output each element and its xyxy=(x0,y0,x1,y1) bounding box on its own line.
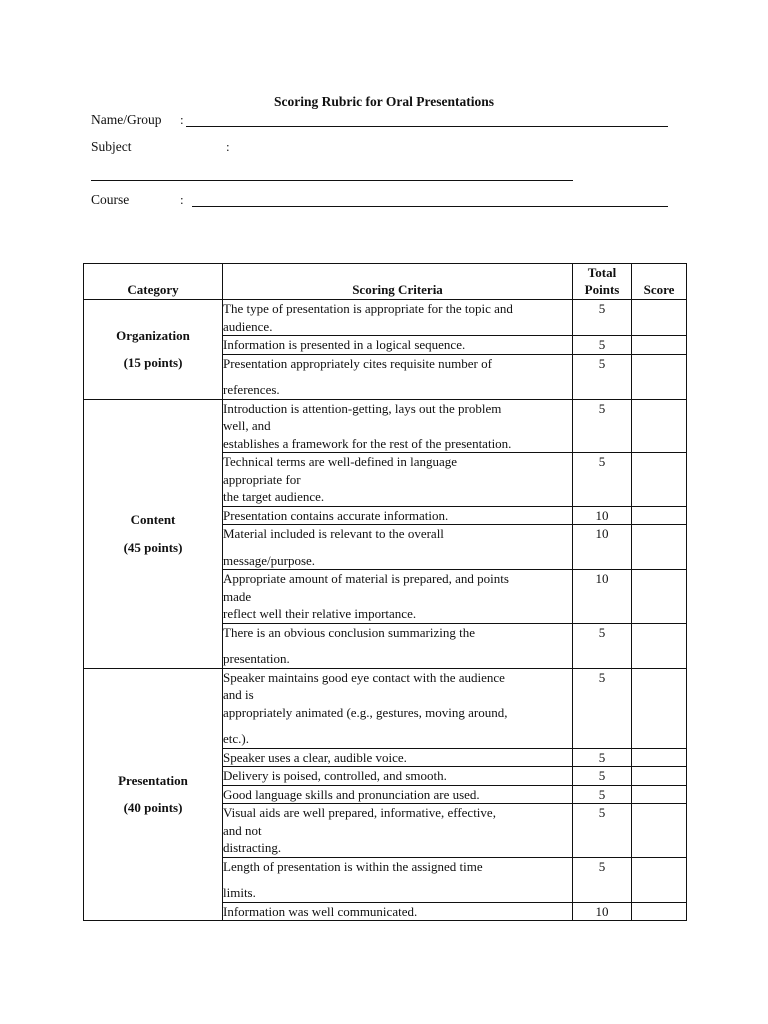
points-cell: 5 xyxy=(573,785,632,804)
points-cell: 5 xyxy=(573,354,632,399)
category-cell xyxy=(84,300,223,400)
criteria-text: Speaker uses a clear, audible voice. xyxy=(223,749,407,765)
category-points: (40 points) xyxy=(123,800,183,816)
criteria-cell xyxy=(223,399,573,453)
points-cell: 5 xyxy=(573,748,632,767)
category-cell xyxy=(84,668,223,921)
criteria-text: Technical terms are well-defined in language xyxy=(223,454,458,469)
header-category: Category xyxy=(84,264,223,300)
line-spacer xyxy=(223,372,572,381)
page-title: Scoring Rubric for Oral Presentations xyxy=(274,94,494,109)
criteria-text: Delivery is poised, controlled, and smooth. xyxy=(223,768,447,783)
line-spacer xyxy=(223,721,572,730)
criteria-text: Information was well communicated. xyxy=(223,903,418,919)
criteria-text: establishes a framework for the rest of the presentation. xyxy=(223,435,512,451)
criteria-text: Information is presented in a logical sequence. xyxy=(223,337,466,352)
table-row xyxy=(84,300,687,336)
score-cell[interactable] xyxy=(632,804,687,858)
criteria-cell xyxy=(223,336,573,355)
criteria-text: There is an obvious conclusion summarizing the xyxy=(223,624,476,640)
points-cell: 10 xyxy=(573,506,632,525)
subject-field[interactable] xyxy=(91,180,573,181)
score-cell[interactable] xyxy=(632,453,687,507)
table-row xyxy=(84,399,687,453)
criteria-text: limits. xyxy=(223,885,256,900)
category-points: (15 points) xyxy=(123,355,183,371)
category-points: (45 points) xyxy=(123,539,183,555)
category-name: Content xyxy=(130,512,176,527)
score-cell[interactable] xyxy=(632,785,687,804)
header-points-line1: Total xyxy=(587,265,617,280)
criteria-cell xyxy=(223,354,573,399)
criteria-text: Good language skills and pronunciation are used. xyxy=(223,786,480,802)
criteria-text: well, and xyxy=(223,418,271,433)
header-score: Score xyxy=(632,264,687,300)
criteria-text: presentation. xyxy=(223,651,290,666)
criteria-text: Length of presentation is within the assigned time xyxy=(223,858,483,874)
header-criteria: Scoring Criteria xyxy=(223,264,573,300)
points-cell: 5 xyxy=(573,453,632,507)
criteria-cell xyxy=(223,525,573,570)
score-cell[interactable] xyxy=(632,525,687,570)
points-cell: 5 xyxy=(573,300,632,336)
name-group-colon: : xyxy=(180,112,184,127)
subject-label: Subject xyxy=(91,139,132,154)
criteria-text: The type of presentation is appropriate for the topic and xyxy=(223,301,513,316)
score-cell[interactable] xyxy=(632,570,687,624)
points-cell: 5 xyxy=(573,767,632,786)
criteria-cell xyxy=(223,570,573,624)
score-cell[interactable] xyxy=(632,300,687,336)
criteria-text: Visual aids are well prepared, informative, effective, xyxy=(223,805,496,820)
criteria-cell xyxy=(223,857,573,902)
rubric-table xyxy=(83,263,687,921)
criteria-cell xyxy=(223,623,573,668)
criteria-text: appropriately animated (e.g., gestures, moving around, xyxy=(223,704,508,720)
points-cell: 10 xyxy=(573,902,632,921)
rubric-body xyxy=(84,300,687,921)
points-cell: 5 xyxy=(573,668,632,748)
line-spacer xyxy=(223,543,572,552)
score-cell[interactable] xyxy=(632,623,687,668)
score-cell[interactable] xyxy=(632,336,687,355)
criteria-text: Presentation appropriately cites requisite number of xyxy=(223,355,492,371)
criteria-cell xyxy=(223,453,573,507)
points-cell: 5 xyxy=(573,336,632,355)
criteria-text: the target audience. xyxy=(223,489,325,504)
criteria-cell xyxy=(223,506,573,525)
criteria-text: distracting. xyxy=(223,840,282,855)
points-cell: 5 xyxy=(573,399,632,453)
line-spacer xyxy=(223,875,572,884)
category-cell xyxy=(84,399,223,668)
criteria-text: Appropriate amount of material is prepared, and points xyxy=(223,571,509,586)
criteria-text: Material included is relevant to the overall xyxy=(223,526,444,541)
header-points-line2: Points xyxy=(584,282,620,297)
course-colon: : xyxy=(180,192,184,207)
criteria-text: Speaker maintains good eye contact with the audience xyxy=(223,669,505,685)
criteria-cell xyxy=(223,785,573,804)
criteria-text: appropriate for xyxy=(223,471,301,487)
criteria-cell xyxy=(223,902,573,921)
score-cell[interactable] xyxy=(632,767,687,786)
criteria-text: references. xyxy=(223,382,280,397)
category-name: Presentation xyxy=(118,772,188,788)
criteria-cell xyxy=(223,767,573,786)
criteria-text: reflect well their relative importance. xyxy=(223,606,417,621)
criteria-text: made xyxy=(223,588,252,604)
criteria-cell xyxy=(223,748,573,767)
line-spacer xyxy=(223,641,572,650)
score-cell[interactable] xyxy=(632,506,687,525)
table-row xyxy=(84,668,687,748)
header-total-points xyxy=(573,264,632,300)
criteria-text: audience. xyxy=(223,318,273,334)
header-row xyxy=(84,264,687,300)
score-cell[interactable] xyxy=(632,668,687,748)
name-group-field[interactable] xyxy=(186,126,668,127)
score-cell[interactable] xyxy=(632,748,687,767)
criteria-text: message/purpose. xyxy=(223,552,316,568)
score-cell[interactable] xyxy=(632,354,687,399)
score-cell[interactable] xyxy=(632,902,687,921)
course-field[interactable] xyxy=(192,206,668,207)
course-label: Course xyxy=(91,192,130,207)
points-cell: 5 xyxy=(573,804,632,858)
score-cell[interactable] xyxy=(632,857,687,902)
criteria-text: Presentation contains accurate information. xyxy=(223,507,449,523)
score-cell[interactable] xyxy=(632,399,687,453)
criteria-cell xyxy=(223,300,573,336)
name-group-label: Name/Group xyxy=(91,112,162,127)
points-cell: 5 xyxy=(573,623,632,668)
points-cell: 10 xyxy=(573,570,632,624)
criteria-text: and is xyxy=(223,687,254,702)
criteria-text: Introduction is attention-getting, lays out the problem xyxy=(223,400,502,416)
criteria-cell xyxy=(223,668,573,748)
criteria-text: etc.). xyxy=(223,731,249,746)
points-cell: 5 xyxy=(573,857,632,902)
category-name: Organization xyxy=(116,327,190,343)
points-cell: 10 xyxy=(573,525,632,570)
subject-colon: : xyxy=(226,139,230,154)
criteria-cell xyxy=(223,804,573,858)
criteria-text: and not xyxy=(223,822,262,838)
